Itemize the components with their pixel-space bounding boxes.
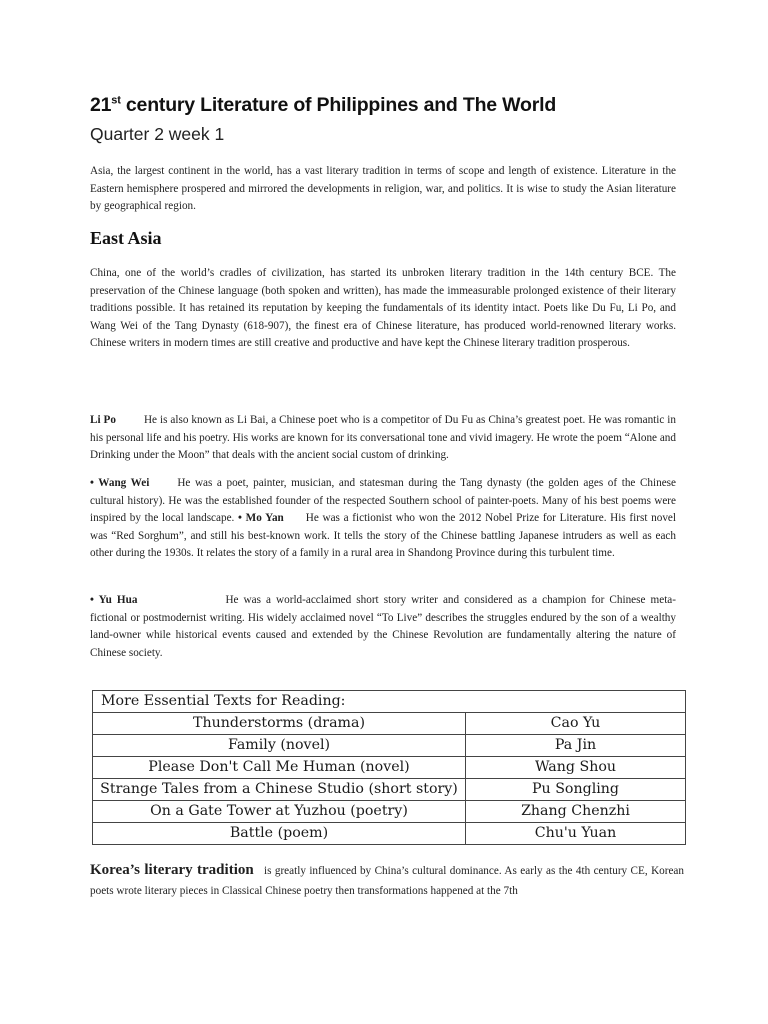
table-cell-work: Battle (poem) xyxy=(93,823,466,845)
author-text-mo-yan: He was a fictionist who won the 2012 Nobel Prize for Literature. His first novel was “Red Sorghum”, and still his best-known work. It tells the story of the Chinese battling Japanese intruders as well as each other during the 1930s. It relates the story of a family in a rural area in Shandong Province during this turbulent time. xyxy=(90,512,677,559)
korea-heading: Korea’s literary tradition xyxy=(90,862,254,878)
table-row xyxy=(93,801,686,823)
table-cell-work: Thunderstorms (drama) xyxy=(93,713,466,735)
table-row xyxy=(93,779,686,801)
table-cell-author: Cao Yu xyxy=(466,713,686,735)
reading-table xyxy=(92,690,686,845)
table-row xyxy=(93,757,686,779)
table-header-row xyxy=(93,691,686,713)
author-text-li-po: He is also known as Li Bai, a Chinese poet who is a competitor of Du Fu as China’s greatest poet. He was romantic in his personal life and his poetry. His works are known for its conversational tone and vivid imagery. He wrote the poem “Alone and Drinking under the Moon” that deals with the ancient social custom of drinking. xyxy=(90,414,677,461)
china-paragraph: China, one of the world’s cradles of civilization, has started its unbroken literary tradition in the 14th century BCE. The preservation of the Chinese language (both spoken and written), has made the immeasurable prolonged existence of their literary traditions possible. It has retained its reputation by keeping the fundamentals of its identity intact. Poets like Du Fu, Li Po, and Wang Wei of the Tang Dynasty (618-907), the finest era of Chinese literature, has produced world-renowned literary works. Chinese writers in modern times are still creative and productive and have kept the Chinese literary tradition prosperous. xyxy=(90,267,676,349)
author-entry-wang-wei-mo-yan xyxy=(90,475,676,563)
table-cell-work: On a Gate Tower at Yuzhou (poetry) xyxy=(93,801,466,823)
table-row xyxy=(93,713,686,735)
author-text-yu-hua: He was a world-acclaimed short story writer and considered as a champion for Chinese meta-fictional or postmodernist writing. His widely acclaimed novel “To Live” describes the struggles endured by the son of a wealthy land-owner while historical events caused and extended by the Chinese Revolution are fundamentally altering the nature of Chinese society. xyxy=(90,594,676,659)
page-title xyxy=(90,94,556,117)
table-cell-work: Please Don't Call Me Human (novel) xyxy=(93,757,466,779)
table-cell-work: Family (novel) xyxy=(93,735,466,757)
table-cell-work: Strange Tales from a Chinese Studio (short story) xyxy=(93,779,466,801)
author-name-yu-hua: • Yu Hua xyxy=(90,594,138,606)
table-cell-author: Chu'u Yuan xyxy=(466,823,686,845)
table-row xyxy=(93,823,686,845)
title-superscript: st xyxy=(111,94,121,107)
title-rest: century Literature of Philippines and The World xyxy=(120,94,557,116)
author-name-wang-wei: • Wang Wei xyxy=(90,477,150,489)
table-cell-author: Pu Songling xyxy=(466,779,686,801)
table-header: More Essential Texts for Reading: xyxy=(93,691,686,713)
author-name-mo-yan: • Mo Yan xyxy=(238,512,284,524)
korea-paragraph xyxy=(90,860,684,901)
table-cell-author: Zhang Chenzhi xyxy=(466,801,686,823)
korea-text: is greatly influenced by China’s cultural dominance. As early as the 4th century CE, Korean poets wrote literary pieces in Classical Chinese poetry then transformations happened at the 7th xyxy=(90,865,684,897)
page-subtitle: Quarter 2 week 1 xyxy=(90,124,225,144)
table-cell-author: Wang Shou xyxy=(466,757,686,779)
author-entry-yu-hua xyxy=(90,592,676,662)
table-cell-author: Pa Jin xyxy=(466,735,686,757)
section-heading-east-asia: East Asia xyxy=(90,228,162,248)
author-name-li-po: Li Po xyxy=(90,414,116,426)
author-entry-li-po xyxy=(90,412,676,465)
author-text-wang-wei: He was a poet, painter, musician, and statesman during the Tang dynasty (the golden ages of the Chinese cultural history). He was the established founder of the respected Southern school of painter-poets. Many of his best poems were inspired by the local landscape. xyxy=(90,477,677,524)
intro-paragraph: Asia, the largest continent in the world, has a vast literary tradition in terms of scope and length of existence. Literature in the Eastern hemisphere prospered and mirrored the developments in religion, war, and politics. It is wise to study the Asian literature by geographical region. xyxy=(90,165,676,212)
table-row xyxy=(93,735,686,757)
title-prefix: 21 xyxy=(90,94,112,116)
